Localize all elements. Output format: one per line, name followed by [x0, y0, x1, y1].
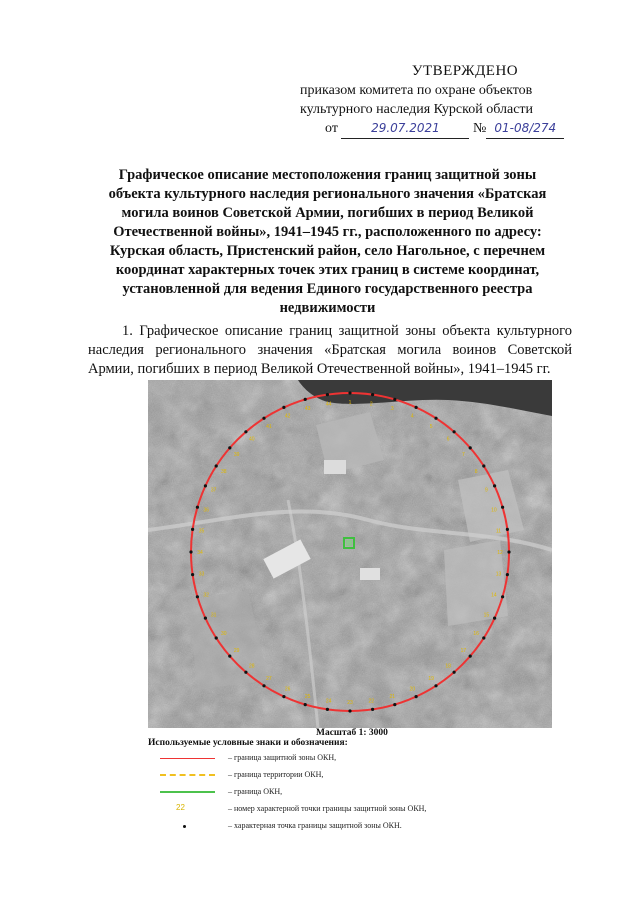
boundary-point-label: 36: [203, 507, 209, 514]
boundary-point: [493, 617, 496, 620]
document-title: Графическое описание местоположения границ защитной зоны объекта культурного наследия регионального значения «Братская могила воинов Советской Армии, погибших в период Великой Отечественной войны», 1941–1945 гг., расположенного по адресу: Курская область, Пристенский район, село Нагольное, с перечнем координат характерных точек этих границ в системе координат, установленной для ведения Единого государственного реестра недвижимости: [108, 167, 547, 316]
boundary-point-label: 44: [325, 401, 332, 408]
boundary-point: [228, 446, 231, 449]
boundary-point: [196, 506, 199, 509]
boundary-point-label: 8: [474, 468, 478, 475]
boundary-point: [453, 430, 456, 433]
boundary-point: [415, 406, 418, 409]
aerial-map-canvas: [148, 380, 552, 728]
boundary-point: [244, 430, 247, 433]
boundary-point-label: 6: [446, 436, 450, 443]
boundary-point: [191, 573, 194, 576]
legend-item-point-number: [160, 801, 480, 818]
boundary-point: [204, 617, 207, 620]
boundary-point-label: 4: [410, 413, 414, 420]
boundary-point: [262, 684, 265, 687]
boundary-point-label: 25: [304, 693, 311, 700]
approval-block: [300, 62, 590, 139]
boundary-point-label: 12: [497, 550, 503, 556]
boundary-point: [501, 595, 504, 598]
boundary-point-label: 1: [348, 400, 352, 406]
boundary-point: [501, 506, 504, 509]
boundary-point: [204, 484, 207, 487]
boundary-point-label: 38: [221, 468, 227, 475]
boundary-point: [453, 671, 456, 674]
legend-text: – номер характерной точки границы защитной зоны ОКН,: [228, 804, 427, 813]
approval-heading: УТВЕРЖДЕНО: [411, 63, 519, 79]
boundary-point: [304, 703, 307, 706]
number-prefix: №: [472, 121, 487, 136]
boundary-point: [304, 398, 307, 401]
boundary-point-label: 16: [473, 631, 479, 638]
legend: [160, 750, 480, 835]
boundary-point: [189, 550, 192, 553]
boundary-point-label: 26: [284, 686, 291, 693]
boundary-point-label: 34: [197, 550, 203, 556]
boundary-point: [348, 709, 351, 712]
boundary-point-label: 41: [266, 423, 272, 430]
boundary-point-label: 18: [445, 663, 451, 670]
boundary-point-label: 13: [495, 571, 502, 578]
boundary-point: [482, 464, 485, 467]
legend-text: – граница защитной зоны ОКН,: [228, 753, 337, 762]
red-line-icon: [160, 750, 220, 767]
approval-line-1: приказом комитета по охране объектов: [300, 83, 533, 98]
boundary-point: [469, 655, 472, 658]
building: [324, 460, 346, 474]
legend-item-territory-boundary: [160, 767, 480, 784]
boundary-point-label: 39: [233, 451, 240, 458]
boundary-point: [393, 398, 396, 401]
okn-territory: [346, 540, 352, 546]
paragraph-text: 1. Графическое описание границ защитной зоны объекта культурного наследия регионального значения «Братская могила воинов Советской Армии, погибших в период Великой Отечественной войны», 1941–1945 гг.: [88, 323, 572, 377]
boundary-point: [507, 550, 510, 553]
boundary-point-label: 11: [495, 528, 502, 535]
building: [360, 568, 380, 580]
boundary-point: [326, 708, 329, 711]
boundary-point: [348, 391, 351, 394]
boundary-point-label: 33: [198, 571, 205, 578]
boundary-point-label: 35: [198, 528, 205, 535]
legend-item-okn-boundary: [160, 784, 480, 801]
legend-item-point: [160, 818, 480, 835]
boundary-point-label: 19: [428, 676, 434, 683]
boundary-point-label: 17: [460, 648, 467, 655]
boundary-point-label: 2: [369, 401, 373, 408]
boundary-point-label: 20: [409, 686, 416, 693]
legend-text: – граница ОКН,: [228, 787, 283, 796]
date-prefix: от: [325, 121, 338, 136]
boundary-point-label: 32: [203, 592, 209, 599]
boundary-point: [244, 671, 247, 674]
legend-text: – характерная точка границы защитной зоны ОКН.: [228, 821, 402, 830]
boundary-point: [196, 595, 199, 598]
boundary-point-label: 24: [325, 698, 332, 705]
boundary-point: [493, 484, 496, 487]
boundary-point-label: 9: [485, 487, 488, 494]
approval-line-2: культурного наследия Курской области: [300, 102, 534, 117]
boundary-point: [326, 393, 329, 396]
boundary-point: [282, 695, 285, 698]
point-number-sample: 22: [176, 803, 185, 812]
boundary-point: [434, 684, 437, 687]
boundary-point-label: 7: [462, 451, 465, 458]
aerial-map: [148, 380, 552, 728]
point-number-icon: [160, 801, 220, 818]
boundary-point-label: 5: [429, 423, 433, 430]
boundary-point-label: 30: [221, 631, 227, 638]
boundary-point-label: 23: [347, 700, 353, 706]
boundary-point: [393, 703, 396, 706]
approval-date-number: [325, 119, 590, 139]
boundary-point-label: 29: [233, 648, 240, 655]
boundary-point: [215, 464, 218, 467]
legend-title: Используемые условные знаки и обозначения:: [148, 738, 348, 748]
date-value: 29.07.2021: [341, 119, 469, 139]
boundary-point-label: 27: [266, 676, 272, 683]
boundary-point: [371, 393, 374, 396]
boundary-point-label: 42: [284, 413, 291, 420]
point-dot-icon: [160, 818, 220, 835]
legend-text: – граница территории ОКН,: [228, 770, 324, 779]
boundary-point-label: 37: [210, 487, 217, 494]
section-paragraph: [88, 322, 572, 379]
boundary-point: [262, 417, 265, 420]
boundary-point-label: 22: [368, 698, 375, 705]
green-line-icon: [160, 784, 220, 801]
boundary-point-label: 3: [390, 406, 394, 413]
boundary-point-label: 31: [210, 612, 217, 619]
boundary-point-label: 10: [491, 507, 497, 514]
boundary-point: [506, 573, 509, 576]
number-value: 01-08/274: [486, 119, 564, 139]
boundary-point: [469, 446, 472, 449]
boundary-point-label: 43: [304, 406, 311, 413]
boundary-point: [228, 655, 231, 658]
boundary-point: [282, 406, 285, 409]
boundary-point-label: 14: [491, 592, 497, 599]
boundary-point-label: 40: [249, 436, 255, 443]
boundary-point: [506, 528, 509, 531]
boundary-point: [434, 417, 437, 420]
yellow-dashed-line-icon: [160, 767, 220, 784]
boundary-point-label: 28: [249, 663, 255, 670]
legend-item-zone-boundary: [160, 750, 480, 767]
boundary-point-label: 21: [389, 693, 396, 700]
boundary-point: [415, 695, 418, 698]
boundary-point: [482, 636, 485, 639]
boundary-point: [191, 528, 194, 531]
map-scale: Масштаб 1: 3000: [316, 728, 388, 738]
boundary-point-label: 15: [483, 612, 490, 619]
boundary-point: [215, 636, 218, 639]
boundary-point: [371, 708, 374, 711]
